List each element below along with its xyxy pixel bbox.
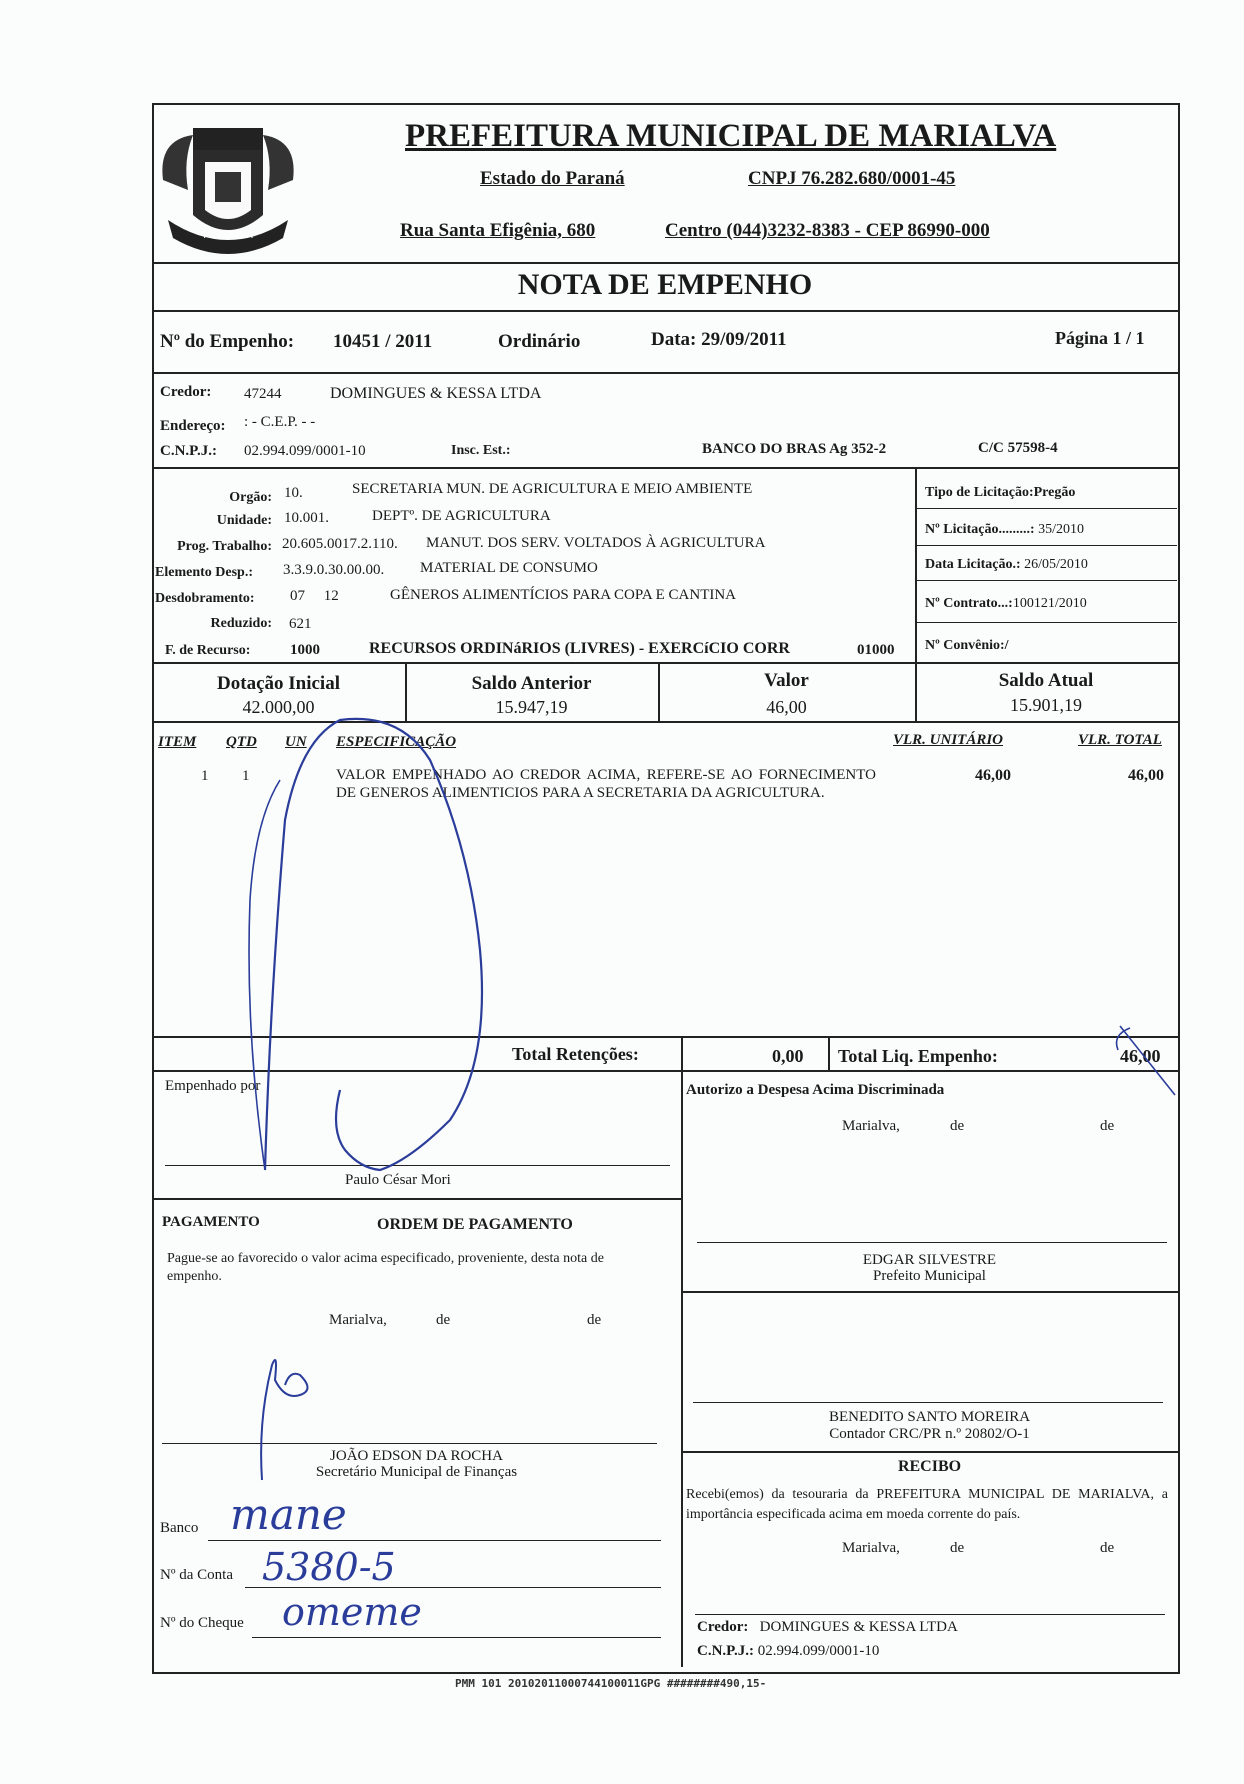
recibo-title: RECIBO <box>897 1458 962 1475</box>
recibo-cnpj: C.N.P.J.: 02.994.099/0001-10 <box>697 1643 880 1659</box>
empenho-type: Ordinário <box>498 331 581 352</box>
empenhado-label: Empenhado por <box>165 1078 261 1094</box>
empenho-number: 10451 / 2011 <box>333 331 433 352</box>
col-especificacao: ESPECIFICAÇÃO <box>336 734 457 750</box>
tipo-licitacao: Tipo de Licitação:Pregão <box>925 485 1076 500</box>
recibo-city: Marialva, <box>842 1540 900 1556</box>
numero-licitacao: Nº Licitação.........: 35/2010 <box>925 522 1084 537</box>
pagamento-label: PAGAMENTO <box>162 1214 260 1230</box>
elemento-label: Elemento Desp.: <box>155 565 253 580</box>
retencoes-label: Total Retenções: <box>512 1044 639 1064</box>
endereco-value: : - C.E.P. - - <box>244 414 316 430</box>
pagamento-de2: de <box>587 1312 602 1328</box>
credor-name: DOMINGUES & KESSA LTDA <box>330 385 542 402</box>
valor-label: Valor <box>764 670 809 691</box>
retencoes-value: 0,00 <box>772 1046 804 1066</box>
recurso-label: F. de Recurso: <box>165 643 251 658</box>
desdobramento-desc: GÊNEROS ALIMENTÍCIOS PARA COPA E CANTINA <box>390 587 737 603</box>
reduzido-code: 621 <box>289 616 312 632</box>
recurso-desc: RECURSOS ORDINáRIOS (LIVRES) - EXERCíCIO CORR <box>369 640 790 657</box>
orgao-label: Orgão: <box>229 490 272 505</box>
saldo-anterior-value: 15.947,19 <box>495 697 568 717</box>
contador-name: BENEDITO SANTO MOREIRA <box>828 1409 1031 1425</box>
reduzido-label: Reduzido: <box>210 616 272 631</box>
recibo-text: Recebi(emos) da tesouraria da PREFEITURA MUNICIPAL DE MARIALVA, a importância especificada acima em moeda corrente do país. <box>686 1487 1168 1522</box>
numero-contrato: Nº Contrato...:100121/2010 <box>925 596 1087 611</box>
saldo-atual-label: Saldo Atual <box>998 670 1094 691</box>
prog-trabalho-code: 20.605.0017.2.110. <box>282 536 398 552</box>
col-qtd: QTD <box>226 734 257 750</box>
address-street: Rua Santa Efigênia, 680 <box>400 220 596 241</box>
endereco-label: Endereço: <box>160 418 226 434</box>
elemento-desc: MATERIAL DE CONSUMO <box>420 560 598 576</box>
orgao-desc: SECRETARIA MUN. DE AGRICULTURA E MEIO AMBIENTE <box>352 481 753 497</box>
recurso-num: 01000 <box>857 642 895 658</box>
insc-label: Insc. Est.: <box>451 443 511 458</box>
pagamento-city: Marialva, <box>329 1312 387 1328</box>
handwritten-cheque: omeme <box>282 1590 422 1634</box>
recibo-de1: de <box>950 1540 965 1556</box>
desdobramento-label: Desdobramento: <box>155 591 255 606</box>
item-vlr-unitario: 46,00 <box>975 767 1011 784</box>
contador-role: Contador CRC/PR n.º 20802/O-1 <box>829 1426 1030 1442</box>
banco-value: BANCO DO BRAS Ag 352-2 <box>702 441 887 457</box>
footer-code: PMM 101 20102011000744100011GPG ########490,15- <box>455 1677 767 1690</box>
conta-label: Nº da Conta <box>160 1567 233 1583</box>
banco-label: Banco <box>160 1520 199 1536</box>
valor-value: 46,00 <box>766 697 807 717</box>
convenio: Nº Convênio:/ <box>925 638 1009 653</box>
handwritten-banco: mane <box>230 1490 347 1539</box>
pagamento-de1: de <box>436 1312 451 1328</box>
item-especificacao: VALOR EMPENHADO AO CREDOR ACIMA, REFERE-SE AO FORNECIMENTO DE GENEROS ALIMENTICIOS PARA A SECRETARIA DA AGRICULTURA. <box>336 767 876 801</box>
item-vlr-total: 46,00 <box>1128 767 1164 784</box>
liq-value: 46,00 <box>1120 1046 1161 1066</box>
prefeito-role: Prefeito Municipal <box>873 1268 986 1284</box>
conta-corrente: C/C 57598-4 <box>978 440 1058 456</box>
unidade-desc: DEPTº. DE AGRICULTURA <box>372 508 551 524</box>
secretario-name: JOÃO EDSON DA ROCHA <box>330 1448 503 1464</box>
pagamento-text: Pague-se ao favorecido o valor acima especificado, proveniente, desta nota de empenho. <box>167 1251 604 1284</box>
liq-label: Total Liq. Empenho: <box>838 1046 998 1066</box>
recurso-code: 1000 <box>290 642 320 658</box>
credor-code: 47244 <box>244 386 282 402</box>
empenho-number-label: Nº do Empenho: <box>160 331 295 352</box>
cnpj-header: CNPJ 76.282.680/0001-45 <box>748 168 956 189</box>
prefeito-name: EDGAR SILVESTRE <box>862 1252 997 1268</box>
empenhado-signer: Paulo César Mori <box>345 1172 451 1188</box>
autorizo-label: Autorizo a Despesa Acima Discriminada <box>686 1082 945 1098</box>
prog-trabalho-desc: MANUT. DOS SERV. VOLTADOS À AGRICULTURA <box>426 535 766 551</box>
recibo-de2: de <box>1100 1540 1115 1556</box>
page-number: Página 1 / 1 <box>1055 328 1145 348</box>
saldo-anterior-label: Saldo Anterior <box>471 673 592 694</box>
ordem-pagamento-label: ORDEM DE PAGAMENTO <box>377 1216 573 1233</box>
desdobramento-code: 07 12 <box>290 588 339 604</box>
item-number: 1 <box>201 768 209 784</box>
unidade-code: 10.001. <box>284 510 329 526</box>
autorizo-de1: de <box>950 1118 965 1134</box>
state-label: Estado do Paraná <box>480 168 625 189</box>
recibo-credor: Credor: DOMINGUES & KESSA LTDA <box>697 1619 958 1635</box>
col-vlr-total: VLR. TOTAL <box>1078 732 1162 748</box>
autorizo-city: Marialva, <box>842 1118 900 1134</box>
item-qtd: 1 <box>242 768 250 784</box>
dotacao-value: 42.000,00 <box>242 697 315 717</box>
document-title: NOTA DE EMPENHO <box>517 268 813 301</box>
cnpj-label: C.N.P.J.: <box>160 443 217 459</box>
handwritten-conta: 5380-5 <box>262 1545 396 1589</box>
elemento-code: 3.3.9.0.30.00.00. <box>283 562 385 578</box>
cnpj-value: 02.994.099/0001-10 <box>244 443 366 459</box>
credor-label: Credor: <box>160 384 212 400</box>
data-licitacao: Data Licitação.: 26/05/2010 <box>925 557 1088 572</box>
saldo-atual-value: 15.901,19 <box>1010 695 1082 715</box>
address-contact: Centro (044)3232-8383 - CEP 86990-000 <box>665 220 990 241</box>
unidade-label: Unidade: <box>216 513 272 528</box>
cheque-label: Nº do Cheque <box>160 1615 244 1631</box>
empenho-date: Data: 29/09/2011 <box>651 329 787 350</box>
municipality-title: PREFEITURA MUNICIPAL DE MARIALVA <box>405 118 1057 154</box>
svg-text:MARIALVA: MARIALVA <box>203 230 253 241</box>
autorizo-de2: de <box>1100 1118 1115 1134</box>
col-vlr-unitario: VLR. UNITÁRIO <box>893 732 1004 748</box>
orgao-code: 10. <box>284 485 303 501</box>
col-item: ITEM <box>158 734 197 750</box>
secretario-role: Secretário Municipal de Finanças <box>315 1464 518 1480</box>
dotacao-label: Dotação Inicial <box>217 673 340 694</box>
prog-trabalho-label: Prog. Trabalho: <box>177 539 272 554</box>
col-un: UN <box>285 734 307 750</box>
